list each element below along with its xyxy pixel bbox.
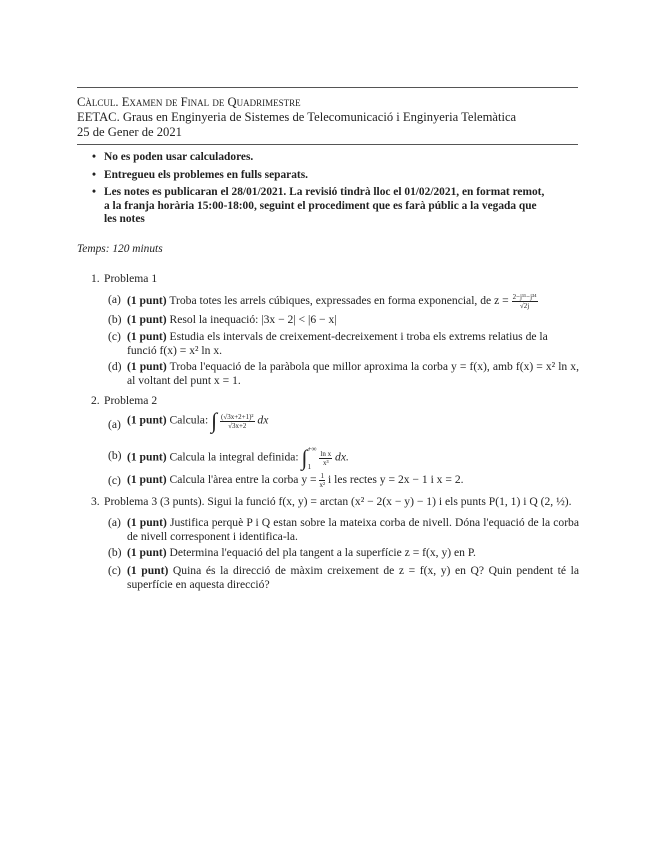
fraction-numerator: ln x xyxy=(320,449,332,458)
item-points: (1 punt) xyxy=(127,360,167,373)
differential: dx xyxy=(257,413,269,427)
time-limit: Temps: 120 minuts xyxy=(77,243,163,255)
note-text: No es poden usar calculadores. xyxy=(104,151,254,163)
item-points: (1 punt) xyxy=(127,473,167,487)
item-statement: Troba totes les arrels cúbiques, expressades en forma exponencial, de z = xyxy=(169,294,509,308)
item-points: (1 punt) xyxy=(127,546,167,559)
item-points: (1 punt) xyxy=(127,516,167,529)
fraction-denominator: √2j xyxy=(519,302,530,310)
item-label: (c) xyxy=(108,330,121,343)
item-label: (b) xyxy=(108,449,122,462)
integral-sign: ∫ xyxy=(211,408,218,433)
fraction xyxy=(220,413,255,430)
note-text: Entregueu els problemes en fulls separats. xyxy=(104,168,308,181)
item-text xyxy=(127,440,349,476)
item-label: (b) xyxy=(108,313,122,326)
problem-1-number: 1. xyxy=(91,272,100,285)
item-label: (d) xyxy=(108,360,122,373)
item-statement: Resol la inequació: |3x − 2| < |6 − x| xyxy=(169,313,337,326)
note-item: • Les notes es publicaran el 28/01/2021. La revisió tindrà lloc el 01/02/2021, en format remot, a la franja horària 15:00-18:00, seguint el procediment que es farà públic a la vegada que les notes xyxy=(92,186,545,225)
item-label: (c) xyxy=(108,564,121,577)
note-item: • No es poden usar calculadores. xyxy=(92,151,254,163)
lower-limit: 1 xyxy=(307,463,312,471)
item-statement: Troba l'equació de la paràbola que millor aproxima la corba y = f(x), amb f(x) = x² ln x, al voltant del punt x = 1. xyxy=(127,360,579,387)
item-statement: Calcula la integral definida: xyxy=(169,450,299,464)
item-points: (1 punt) xyxy=(127,313,167,326)
integral-sign: ∫ xyxy=(301,445,308,470)
bottom-rule xyxy=(77,144,578,145)
differential: dx. xyxy=(335,450,349,464)
notes-list xyxy=(92,151,552,231)
item-label: (c) xyxy=(108,474,121,487)
fraction-numerator: 1 xyxy=(320,472,325,480)
item-statement: Justifica perquè P i Q estan sobre la mateixa corba de nivell. Dóna l'equació de la corba de nivell corresponent i identifica-la. xyxy=(127,516,579,543)
fraction-denominator: √3x+2 xyxy=(228,421,247,430)
item-points: (1 punt) xyxy=(127,413,167,427)
item-text xyxy=(127,293,538,310)
item-statement: Calcula: xyxy=(169,413,209,427)
item-text xyxy=(127,330,579,357)
upper-limit: +∞ xyxy=(307,445,317,453)
item-statement: Quina és la direcció de màxim creixement de z = f(x, y) en Q? Quin pendent té la superfície en aquesta direcció? xyxy=(127,564,579,591)
item-statement: Calcula l'àrea entre la corba y = xyxy=(169,473,317,487)
item-points: (1 punt) xyxy=(127,294,167,308)
exam-date: 25 de Gener de 2021 xyxy=(77,125,182,139)
item-text xyxy=(127,546,476,559)
item-label: (a) xyxy=(108,516,121,529)
fraction xyxy=(319,450,332,467)
fraction-numerator: 2−j¹¹−j³⁴ xyxy=(512,293,537,301)
item-points: (1 punt) xyxy=(127,564,169,577)
item-text xyxy=(127,564,579,591)
top-rule xyxy=(77,87,578,88)
item-text xyxy=(127,410,268,432)
item-points: (1 punt) xyxy=(127,330,167,343)
problem-3-number: 3. xyxy=(91,495,100,508)
item-statement: Determina l'equació del pla tangent a la superfície z = f(x, y) en P. xyxy=(169,546,476,559)
fraction xyxy=(512,293,538,310)
exam-title: Càlcul. Examen de Final de Quadrimestre xyxy=(77,95,301,109)
item-label: (a) xyxy=(108,418,121,431)
fraction-numerator: (√3x+2+1)² xyxy=(221,412,254,421)
item-label: (a) xyxy=(108,293,121,306)
fraction-denominator: x² xyxy=(319,481,326,489)
note-text: Les notes es publicaran el 28/01/2021. La revisió tindrà lloc el 01/02/2021, en format remot, a la franja horària 15:00-18:00, seguint el procediment que es farà públic a la vegada que les notes xyxy=(104,186,545,225)
item-label: (b) xyxy=(108,546,122,559)
fraction xyxy=(319,472,325,489)
problem-2-title: Problema 2 xyxy=(104,394,158,407)
exam-subtitle: EETAC. Graus en Enginyeria de Sistemes de Telecomunicació i Enginyeria Telemàtica xyxy=(77,110,517,124)
fraction-denominator: x³ xyxy=(322,458,329,467)
problem-1-title: Problema 1 xyxy=(104,272,158,285)
problem-2-number: 2. xyxy=(91,394,100,407)
note-item: • Entregueu els problemes en fulls separats. xyxy=(92,168,308,181)
item-tail: i les rectes y = 2x − 1 i x = 2. xyxy=(327,473,464,487)
item-text xyxy=(127,313,337,326)
item-text xyxy=(127,516,579,543)
item-points: (1 punt) xyxy=(127,450,167,464)
item-statement: Estudia els intervals de creixement-decreixement i troba els extrems relatius de la funció f(x) = x² ln x. xyxy=(127,330,548,357)
item-text xyxy=(127,360,579,387)
problem-3-title: Problema 3 (3 punts). Sigui la funció f(x, y) = arctan (x² − 2(x − y) − 1) i els punts P(1, 1) i Q (2, ½). xyxy=(104,495,572,508)
item-text xyxy=(127,472,464,489)
